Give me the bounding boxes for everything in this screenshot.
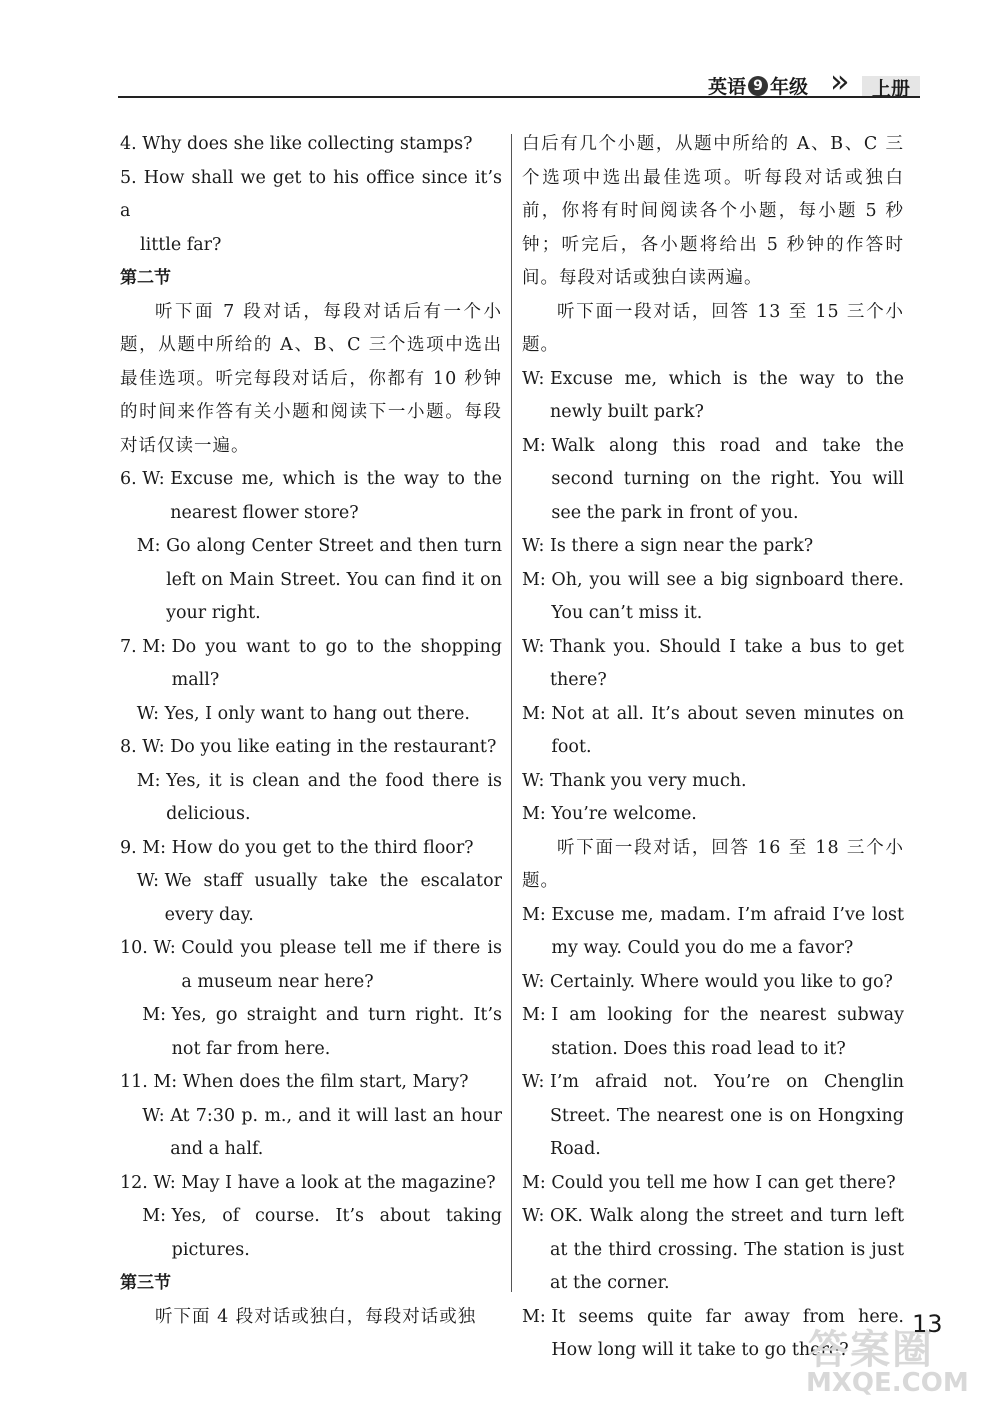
dialogue-12-w: 12. W: May I have a look at the magazine?: [120, 1172, 496, 1193]
volume-label: 上册: [872, 78, 911, 100]
dialogue-line: [522, 966, 904, 1000]
dialogue-11-w: W: At 7:30 p. m., and it will last an hour and a half.: [120, 1105, 502, 1159]
question-5-line1: 5. How shall we get to his office since it’s a: [120, 167, 502, 221]
dialogue-text: Thank you very much.: [549, 770, 747, 791]
group-13-15-intro: 听下面一段对话，回答 13 至 15 三个小题。: [522, 301, 904, 355]
speaker-label: W:: [522, 1072, 550, 1092]
dialogue-11-m: 11. M: When does the film start, Mary?: [120, 1072, 469, 1092]
dialogue-6-w: 6. W: Excuse me, which is the way to the nearest flower store?: [120, 469, 502, 523]
speaker-label: W:: [522, 636, 550, 657]
speaker-label: M:: [522, 1306, 552, 1327]
dialogue-9-w: W: We staff usually take the escalator every day.: [120, 871, 502, 925]
speaker-label: W:: [522, 770, 550, 791]
dialogue-line: [522, 363, 904, 430]
dialogue-8-m: M: Yes, it is clean and the food there is delicious.: [120, 770, 502, 824]
grade-badge: 9: [748, 76, 768, 96]
dialogue-line: [522, 530, 904, 564]
subject-label: 英语: [708, 76, 747, 98]
dialogue-10-w: 10. W: Could you please tell me if there is a museum near here?: [120, 938, 502, 992]
dialogue-text: I’m afraid not. You’re on Chenglin Street. The nearest one is on Hongxing Road.: [549, 1072, 904, 1159]
dialogue-group-13-15: [522, 363, 904, 832]
speaker-label: M:: [522, 904, 552, 925]
dialogue-12-m: M: Yes, of course. It’s about taking pictures.: [120, 1206, 502, 1260]
section-3-instructions-continued: 白后有几个小题，从题中所给的 A、B、C 三个选项中选出最佳选项。听每段对话或独白前，你将有时间阅读各个小题，每小题 5 秒钟；听完后，各小题将给出 5 秒钟的作答时间。每段对话或独白读两遍。: [522, 134, 904, 288]
double-chevron-icon: »: [830, 62, 842, 100]
dialogue-line: [522, 564, 904, 631]
speaker-label: M:: [522, 804, 552, 824]
dialogue-line: [522, 999, 904, 1066]
dialogue-line: [522, 430, 904, 531]
header-rule: [118, 96, 920, 98]
speaker-label: W:: [522, 971, 550, 992]
page-number: 13: [912, 1310, 943, 1338]
dialogue-text: Thank you. Should I take a bus to get there?: [549, 636, 904, 690]
dialogue-7-m: 7. M: Do you want to go to the shopping mall?: [120, 636, 502, 690]
dialogue-line: [522, 1066, 904, 1167]
dialogue-text: Excuse me, madam. I’m afraid I’ve lost my way. Could you do me a favor?: [551, 904, 904, 958]
section-3-instructions: 听下面 4 段对话或独白，每段对话或独: [155, 1306, 477, 1327]
column-divider: [511, 134, 512, 1292]
dialogue-text: Excuse me, which is the way to the newly built park?: [549, 368, 904, 422]
dialogue-line: [522, 1200, 904, 1301]
left-column: [120, 128, 502, 1334]
dialogue-line: [522, 798, 904, 832]
header-subject: [708, 72, 808, 99]
speaker-label: M:: [522, 703, 552, 724]
dialogue-text: Certainly. Where would you like to go?: [549, 971, 893, 992]
dialogue-text: Walk along this road and take the second turning on the right. You will see the park in front of you.: [551, 435, 904, 523]
dialogue-group-16-18: [522, 899, 904, 1368]
dialogue-line: [522, 899, 904, 966]
dialogue-text: Not at all. It’s about seven minutes on foot.: [551, 703, 904, 757]
dialogue-9-m: 9. M: How do you get to the third floor?: [120, 837, 474, 858]
question-5-line2: little far?: [140, 234, 222, 255]
speaker-label: M:: [522, 1172, 552, 1193]
page-header: [118, 62, 920, 100]
watermark-url: MXQE.COM: [806, 1368, 969, 1398]
speaker-label: W:: [522, 1206, 550, 1226]
right-column: [522, 128, 904, 1368]
speaker-label: W:: [522, 368, 550, 389]
speaker-label: M:: [522, 435, 552, 456]
section-2-instructions: 听下面 7 段对话，每段对话后有一个小题，从题中所给的 A、B、C 三个选项中选出最佳选项。听完每段对话后，你都有 10 秒钟的时间来作答有关小题和阅读下一小题。每段对话仅读一遍。: [120, 301, 502, 456]
group-16-18-intro: 听下面一段对话，回答 16 至 18 三个小题。: [522, 837, 904, 891]
speaker-label: W:: [522, 536, 550, 556]
watermark-logo: 答案圈: [808, 1327, 934, 1373]
dialogue-8-w: 8. W: Do you like eating in the restaurant?: [120, 737, 497, 757]
dialogue-6-m: M: Go along Center Street and then turn left on Main Street. You can find it on your right.: [120, 536, 502, 623]
dialogue-line: [522, 765, 904, 799]
dialogue-text: You’re welcome.: [551, 804, 697, 824]
dialogue-text: Oh, you will see a big signboard there. You can’t miss it.: [551, 569, 904, 623]
section-2-heading: 第二节: [120, 268, 171, 288]
dialogue-line: [522, 1167, 904, 1201]
dialogue-10-m: M: Yes, go straight and turn right. It’s not far from here.: [120, 1005, 502, 1059]
question-4: 4. Why does she like collecting stamps?: [120, 134, 473, 154]
dialogue-text: Could you tell me how I can get there?: [551, 1172, 896, 1193]
speaker-label: M:: [522, 569, 552, 590]
dialogue-7-w: W: Yes, I only want to hang out there.: [120, 703, 470, 724]
grade-label: 年级: [770, 76, 809, 98]
dialogue-text: I am looking for the nearest subway station. Does this road lead to it?: [551, 1005, 904, 1059]
dialogue-text: Is there a sign near the park?: [549, 536, 814, 556]
dialogue-line: [522, 698, 904, 765]
dialogue-line: [522, 631, 904, 698]
dialogue-text: It seems quite far away from here. How long will it take to go there?: [551, 1306, 904, 1360]
speaker-label: M:: [522, 1005, 552, 1025]
dialogue-text: OK. Walk along the street and turn left at the third crossing. The station is just at the corner.: [549, 1206, 904, 1293]
section-3-heading: 第三节: [120, 1273, 171, 1293]
